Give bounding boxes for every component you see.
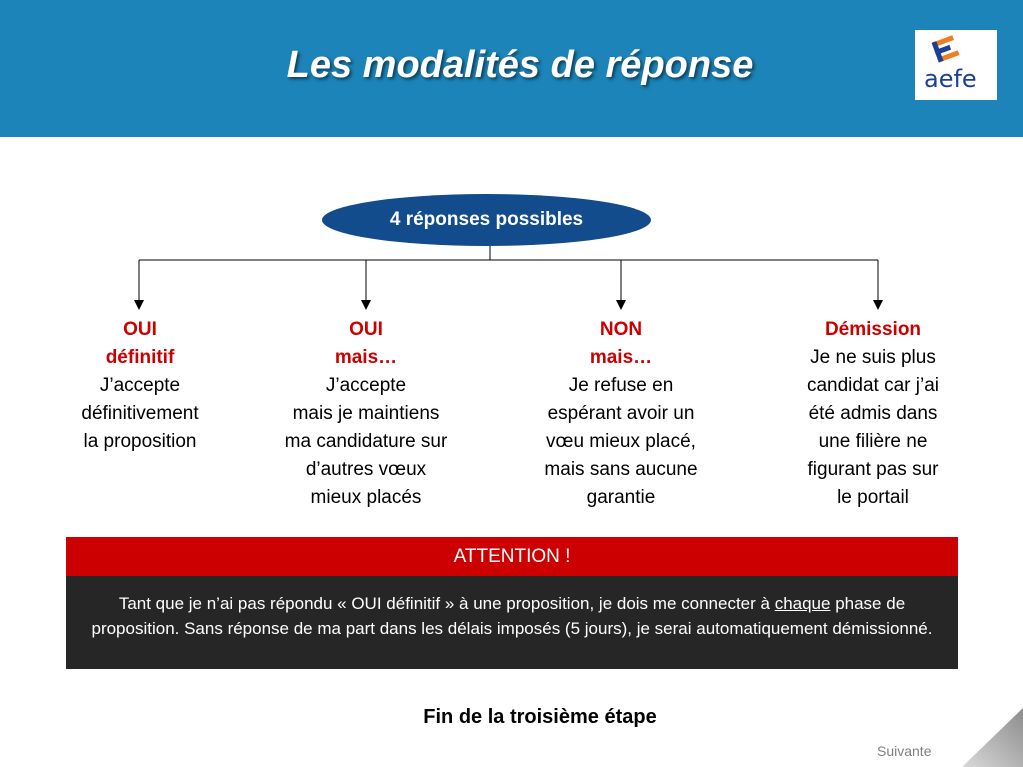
column-description: J’accepte mais je maintiens ma candidature sur d’autres vœux mieux placés bbox=[284, 375, 448, 508]
column-heading: OUI mais… bbox=[334, 319, 398, 368]
column-description: Je ne suis plus candidat car j’ai été admis dans une filière ne figurant pas sur le portail bbox=[806, 347, 940, 508]
arrow-non-mais bbox=[616, 260, 626, 310]
attention-text: Tant que je n’ai pas répondu « OUI définitif » à une proposition, je dois me connecter à chaque phase de proposition. Sans réponse de ma part dans les délais imposés (5 jours), je serai automatiquement démissionné. bbox=[66, 576, 958, 669]
end-step-label: Fin de la troisième étape bbox=[423, 706, 657, 728]
column-demission bbox=[778, 316, 968, 512]
responses-oval bbox=[322, 194, 651, 246]
arrow-oui-mais bbox=[361, 260, 371, 310]
column-non-mais bbox=[516, 316, 726, 512]
next-link[interactable]: Suivante bbox=[877, 743, 932, 759]
logo-text: aefe bbox=[924, 65, 977, 93]
column-oui-definitif bbox=[54, 316, 226, 456]
column-description: Je refuse en espérant avoir un vœu mieux placé, mais sans aucune garantie bbox=[544, 375, 698, 508]
attention-label: ATTENTION ! bbox=[453, 545, 571, 567]
column-heading: OUI définitif bbox=[105, 319, 175, 368]
underlined-word: chaque bbox=[774, 594, 831, 613]
page-curl-icon[interactable] bbox=[962, 708, 1023, 767]
column-heading: NON mais… bbox=[589, 319, 653, 368]
arrow-oui-definitif bbox=[134, 260, 144, 310]
oval-label: 4 réponses possibles bbox=[389, 209, 584, 230]
column-description: J’accepte définitivement la proposition bbox=[81, 375, 199, 452]
column-oui-mais bbox=[256, 316, 476, 512]
attention-banner bbox=[66, 537, 958, 576]
column-heading: Démission bbox=[824, 319, 922, 340]
arrow-demission bbox=[873, 260, 883, 310]
page-title: Les modalités de réponse bbox=[286, 44, 754, 86]
